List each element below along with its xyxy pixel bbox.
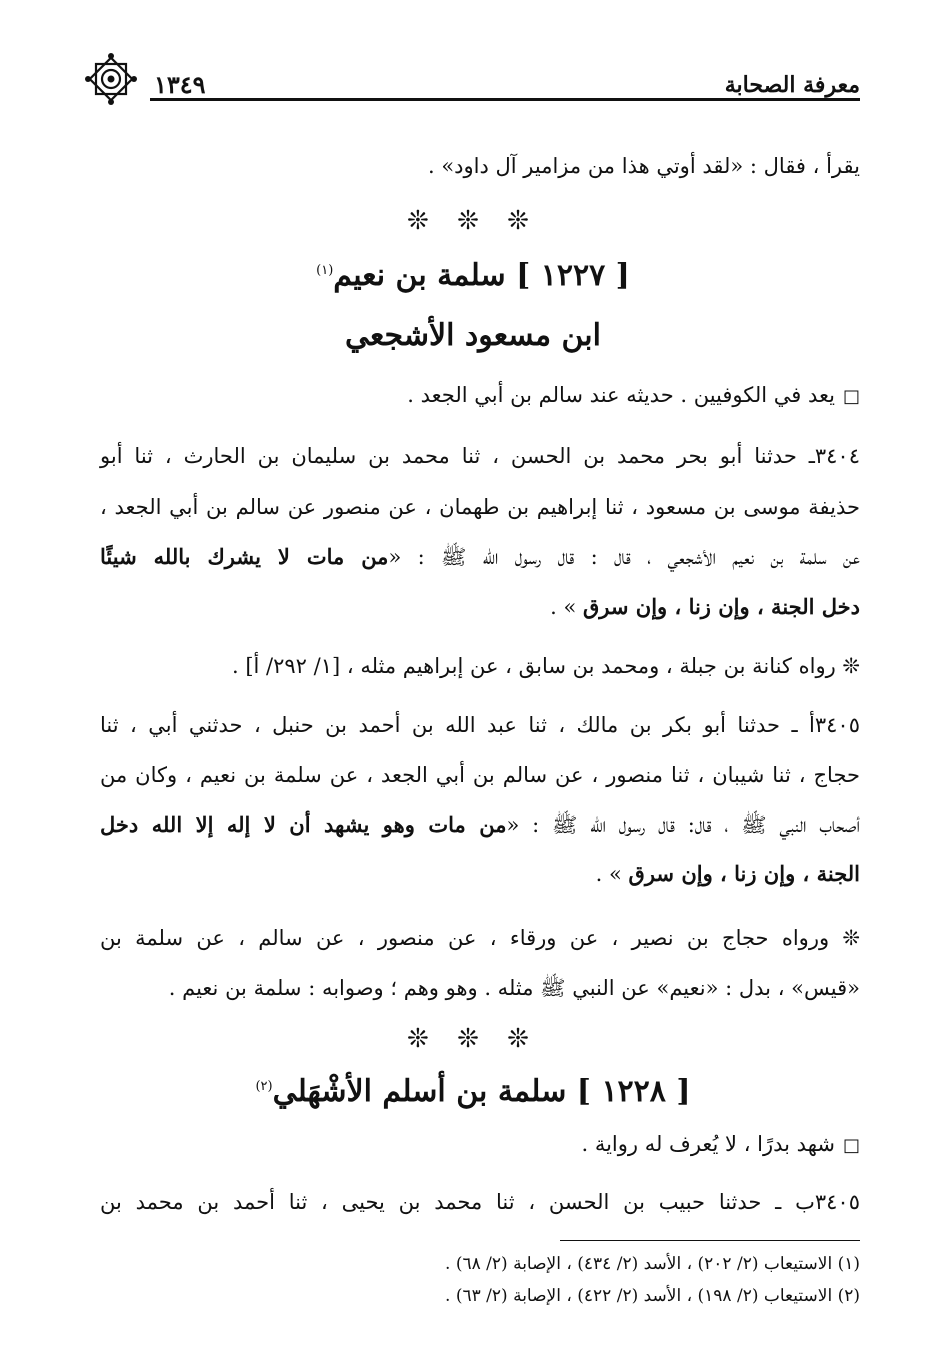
hadith-line: عن سلمة بن نعيم الأشجعي ، قال : قال رسول الله ﷺ : «من مات لا يشرك بالله شيئًا (100, 544, 860, 569)
entry-intro: □شهد بدرًا ، لا يُعرف له رواية . (581, 1132, 860, 1156)
box-marker-icon: □ (842, 386, 860, 407)
hadith-line: ٣٤٠٥ب ـ حدثنا حبيب بن الحسن ، ثنا محمد بن يحيى ، ثنا أحمد بن محمد بن (100, 1190, 860, 1214)
footnote: (٢) الاستيعاب (٢/ ١٩٨) ، الأسد (٢/ ٤٢٢) ، الإصابة (٢/ ٦٣) . (445, 1286, 860, 1306)
note-line: ❊ رواه كنانة بن جبلة ، ومحمد بن سابق ، عن إبراهيم مثله ، [١/ ٢٩٢/ أ] . (231, 654, 860, 678)
hadith-line: ٣٤٠٥أ ـ حدثنا أبو بكر بن مالك ، ثنا عبد الله بن أحمد بن حنبل ، حدثني أبي ، ثنا (100, 713, 860, 737)
box-marker-icon: □ (842, 1135, 860, 1156)
footnote: (١) الاستيعاب (٢/ ٢٠٢) ، الأسد (٢/ ٤٣٤) ، الإصابة (٢/ ٦٨) . (445, 1254, 860, 1274)
star-ornament-icon (84, 52, 138, 106)
hadith-line: دخل الجنة ، وإن زنا ، وإن سرق » . (550, 594, 860, 619)
text-line: يقرأ ، فقال : «لقد أوتي هذا من مزامير آل داود» . (427, 154, 860, 178)
section-divider: ❊ ❊ ❊ (407, 206, 539, 236)
note-line: ❊ ورواه حجاج بن نصير ، عن ورقاء ، عن منصور ، عن سالم ، عن سلمة بن (100, 926, 860, 950)
hadith-line: حجاج ، ثنا شيبان ، ثنا منصور ، عن سالم بن أبي الجعد ، عن سلمة بن نعيم ، وكان من (100, 763, 860, 787)
header-rule (150, 98, 860, 101)
entry-title: [ ١٢٢٧ ] سلمة بن نعيم$^{(١)}$ (316, 258, 630, 293)
hadith-line: أصحاب النبي ﷺ ، قال: قال رسول الله ﷺ : «من مات وهو يشهد أن لا إله إلا الله دخل (100, 812, 860, 837)
running-title: معرفة الصحابة (724, 72, 860, 98)
entry-title: [ ١٢٢٨ ] سلمة بن أسلم الأشْهَلي$^{(٢)}$ (255, 1074, 691, 1109)
entry-intro: □يعد في الكوفيين . حديثه عند سالم بن أبي الجعد . (407, 383, 860, 407)
hadith-line: الجنة ، وإن زنا ، وإن سرق » . (595, 861, 860, 886)
page-number: ١٣٤٩ (154, 70, 206, 99)
footnote-ref: (٢) (255, 1079, 273, 1094)
entry-subtitle: ابن مسعود الأشجعي (345, 318, 601, 353)
footnote-rule (560, 1240, 860, 1241)
hadith-line: حذيفة موسى بن مسعود ، ثنا إبراهيم بن طهمان ، عن منصور عن سالم بن أبي الجعد ، (100, 495, 860, 519)
section-divider: ❊ ❊ ❊ (407, 1024, 539, 1054)
hadith-line: ٣٤٠٤ـ حدثنا أبو بحر محمد بن الحسن ، ثنا محمد بن سليمان بن الحارث ، ثنا أبو (100, 444, 860, 468)
footnote-ref: (١) (316, 263, 334, 278)
note-line: «قيس» ، بدل : «نعيم» عن النبي ﷺ مثله . وهو وهم ؛ وصوابه : سلمة بن نعيم . (168, 976, 860, 1000)
